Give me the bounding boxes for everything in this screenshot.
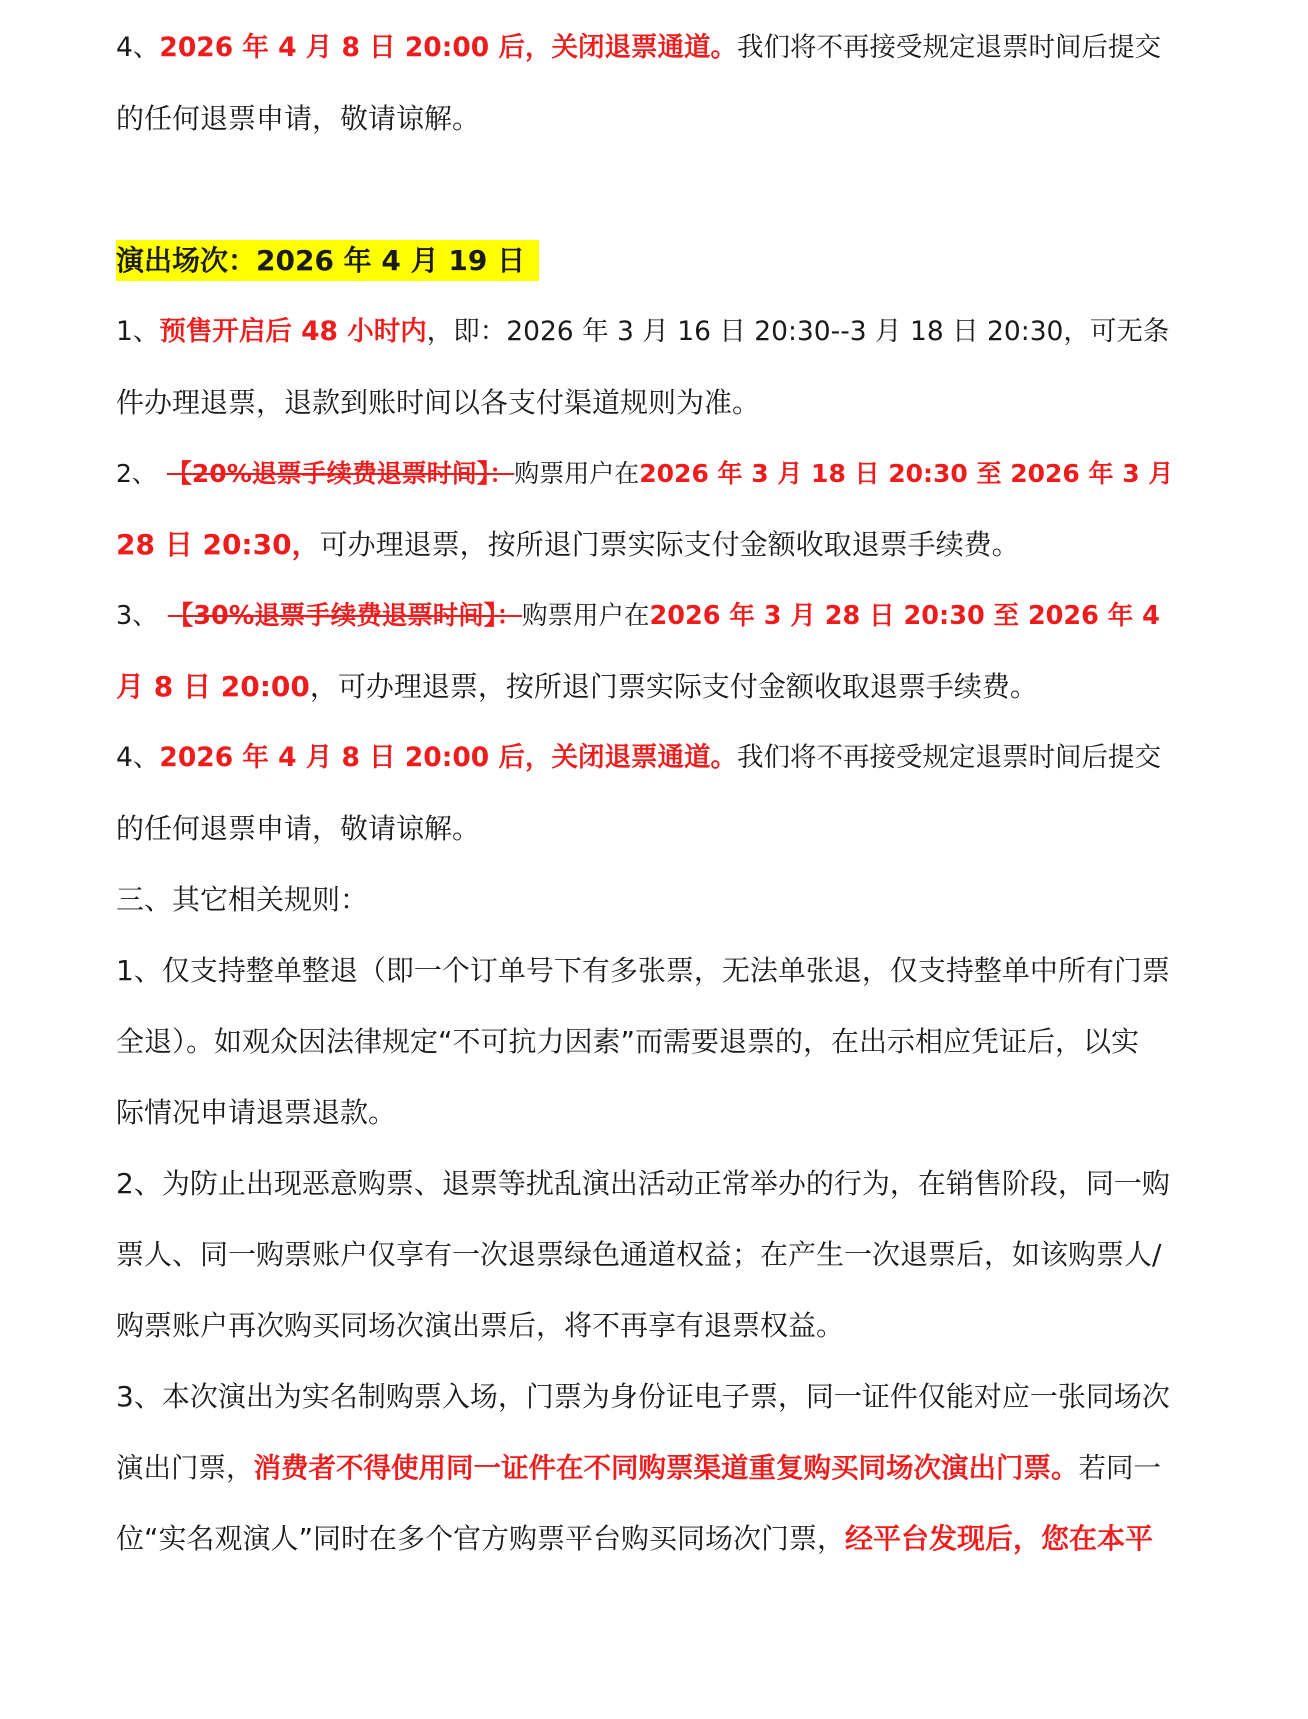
item2-bracket-label (167, 459, 514, 488)
item3-cont-red: 月 8 日 20:00 (116, 670, 310, 703)
item3-text: 购票用户在 (522, 601, 650, 631)
rule3-line2-tail: 若同一 (1078, 1452, 1161, 1484)
item2-line1 (116, 454, 1173, 494)
top-item4-line1 (116, 28, 1161, 68)
session-heading-highlight: 演出场次：2026 年 4 月 19 日 (116, 240, 539, 281)
other-rules-heading: 三、其它相关规则： (116, 883, 369, 916)
rule2-line1: 2、为防止出现恶意购票、退票等扰乱演出活动正常举办的行为，在销售阶段，同一购 (116, 1167, 1170, 1200)
item2-number: 2、 (116, 459, 157, 488)
item1-line2: 件办理退票，退款到账时间以各支付渠道规则为准。 (116, 386, 761, 419)
item2-cont-red: 28 日 20:30， (116, 528, 320, 561)
rule2-line3: 购票账户再次购买同场次演出票后，将不再享有退票权益。 (116, 1309, 845, 1342)
rule3-line2-text: 演出门票， (116, 1452, 254, 1484)
item3-bracket-label (168, 601, 522, 631)
top-item4-number: 4、 (116, 32, 160, 63)
rule3-line3 (116, 1519, 1153, 1559)
item1-line1 (116, 312, 1169, 352)
item3-line2 (116, 667, 1038, 707)
top-item4-line2: 的任何退票申请，敬请谅解。 (116, 102, 481, 135)
item2-bracket-text: 【20%退票手续费退票时间】： (166, 459, 515, 488)
rule3-line3-text: 位“实名观演人”同时在多个官方购票平台购买同场次门票， (116, 1522, 846, 1555)
item4-line1 (116, 738, 1161, 778)
rule2-line2: 票人、同一购票账户仅享有一次退票绿色通道权益；在产生一次退票后，如该购票人/ (116, 1238, 1162, 1271)
item3-number: 3、 (116, 601, 158, 631)
item2-text: 购票用户在 (514, 459, 640, 488)
item3-bracket-text: 【30%退票手续费退票时间】： (167, 601, 523, 631)
rule1-line2: 全退）。如观众因法律规定“不可抗力因素”而需要退票的，在出示相应凭证后，以实 (116, 1025, 1140, 1058)
rule1-line3: 际情况申请退票退款。 (116, 1096, 397, 1129)
rule1-line1: 1、仅支持整单整退（即一个订单号下有多张票，无法单张退，仅支持整单中所有门票 (116, 954, 1170, 987)
item3-red-date: 2026 年 3 月 28 日 20:30 至 2026 年 4 (649, 601, 1160, 631)
item4-red-text: 2026 年 4 月 8 日 20:00 后，关闭退票通道。 (159, 742, 737, 773)
item4-line2: 的任何退票申请，敬请谅解。 (116, 812, 481, 845)
item1-red-text: 预售开启后 48 小时内 (159, 316, 427, 347)
session-heading (116, 241, 539, 281)
rule3-line1: 3、本次演出为实名制购票入场，门票为身份证电子票，同一证件仅能对应一张同场次 (116, 1380, 1170, 1413)
rule3-line2-red: 消费者不得使用同一证件在不同购票渠道重复购买同场次演出门票。 (253, 1452, 1079, 1484)
top-item4-red-text: 2026 年 4 月 8 日 20:00 后，关闭退票通道。 (159, 32, 737, 63)
rule3-line3-red: 经平台发现后，您在本平 (845, 1522, 1154, 1555)
item1-text: ，即：2026 年 3 月 16 日 20:30--3 月 18 日 20:30，可无条 (426, 316, 1170, 347)
top-item4-text: 我们将不再接受规定退票时间后提交 (736, 32, 1161, 63)
item2-red-date: 2026 年 3 月 18 日 20:30 至 2026 年 3 月 (639, 459, 1174, 488)
item3-cont-text: ，可办理退票，按所退门票实际支付金额收取退票手续费。 (309, 670, 1038, 703)
rule3-line2 (116, 1448, 1161, 1488)
item2-cont-text: 可办理退票，按所退门票实际支付金额收取退票手续费。 (319, 528, 1020, 561)
item4-text: 我们将不再接受规定退票时间后提交 (736, 742, 1161, 773)
item2-line2 (116, 525, 1020, 565)
item4-number: 4、 (116, 742, 160, 773)
item1-number: 1、 (116, 316, 160, 347)
item3-line1 (116, 596, 1160, 636)
